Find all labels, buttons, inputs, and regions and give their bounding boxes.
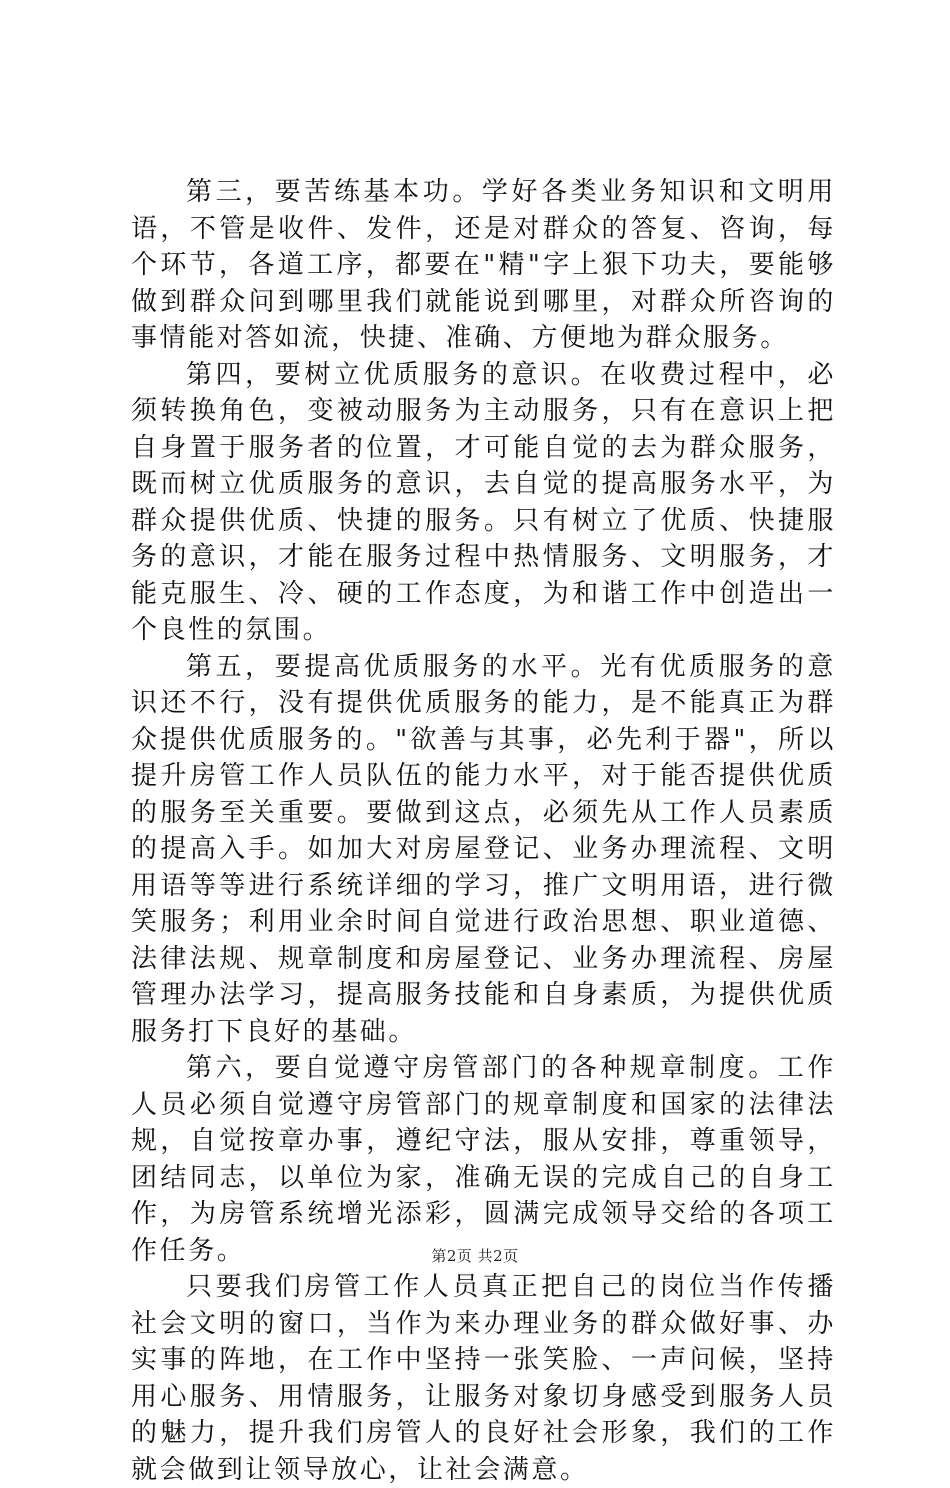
paragraph-sixth-point: 第六，要自觉遵守房管部门的各种规章制度。工作人员必须自觉遵守房管部门的规章制度和国家的法律法规，自觉按章办事，遵纪守法，服从安排，尊重领导，团结同志，以单位为家，准确无误的完成自己的自身工作，为房管系统增光添彩，圆满完成领导交给的各项工作任务。	[131, 1053, 836, 1266]
page-number-footer: 第2页 共2页	[431, 1247, 519, 1265]
paragraph-fourth-point: 第四，要树立优质服务的意识。在收费过程中，必须转换角色，变被动服务为主动服务，只有在意识上把自身置于服务者的位置，才可能自觉的去为群众服务，既而树立优质服务的意识，去自觉的提高服务水平，为群众提供优质、快捷的服务。只有树立了优质、快捷服务的意识，才能在服务过程中热情服务、文明服务，才能克服生、冷、硬的工作态度，为和谐工作中创造出一个良性的氛围。	[131, 359, 836, 645]
paragraph-fifth-point: 第五，要提高优质服务的水平。光有优质服务的意识还不行，没有提供优质服务的能力，是不能真正为群众提供优质服务的。"欲善与其事，必先利于器"，所以提升房管工作人员队伍的能力水平，对于能否提供优质的服务至关重要。要做到这点，必须先从工作人员素质的提高入手。如加大对房屋登记、业务办理流程、文明用语等等进行系统详细的学习，推广文明用语，进行微笑服务；利用业余时间自觉进行政治思想、职业道德、法律法规、规章制度和房屋登记、业务办理流程、房屋管理办法学习，提高服务技能和自身素质，为提供优质服务打下良好的基础。	[131, 651, 836, 1047]
paragraph-conclusion: 只要我们房管工作人员真正把自己的岗位当作传播社会文明的窗口，当作为来办理业务的群众做好事、办实事的阵地，在工作中坚持一张笑脸、一声问候，坚持用心服务、用情服务，让服务对象切身感受到服务人员的魅力，提升我们房管人的良好社会形象，我们的工作就会做到让领导放心，让社会满意。	[131, 1272, 836, 1485]
document-body	[131, 174, 836, 1488]
paragraph-third-point: 第三，要苦练基本功。学好各类业务知识和文明用语，不管是收件、发件，还是对群众的答复、咨询，每个环节，各道工序，都要在"精"字上狠下功夫，要能够做到群众问到哪里我们就能说到哪里，对群众所咨询的事情能对答如流，快捷、准确、方便地为群众服务。	[131, 177, 836, 353]
